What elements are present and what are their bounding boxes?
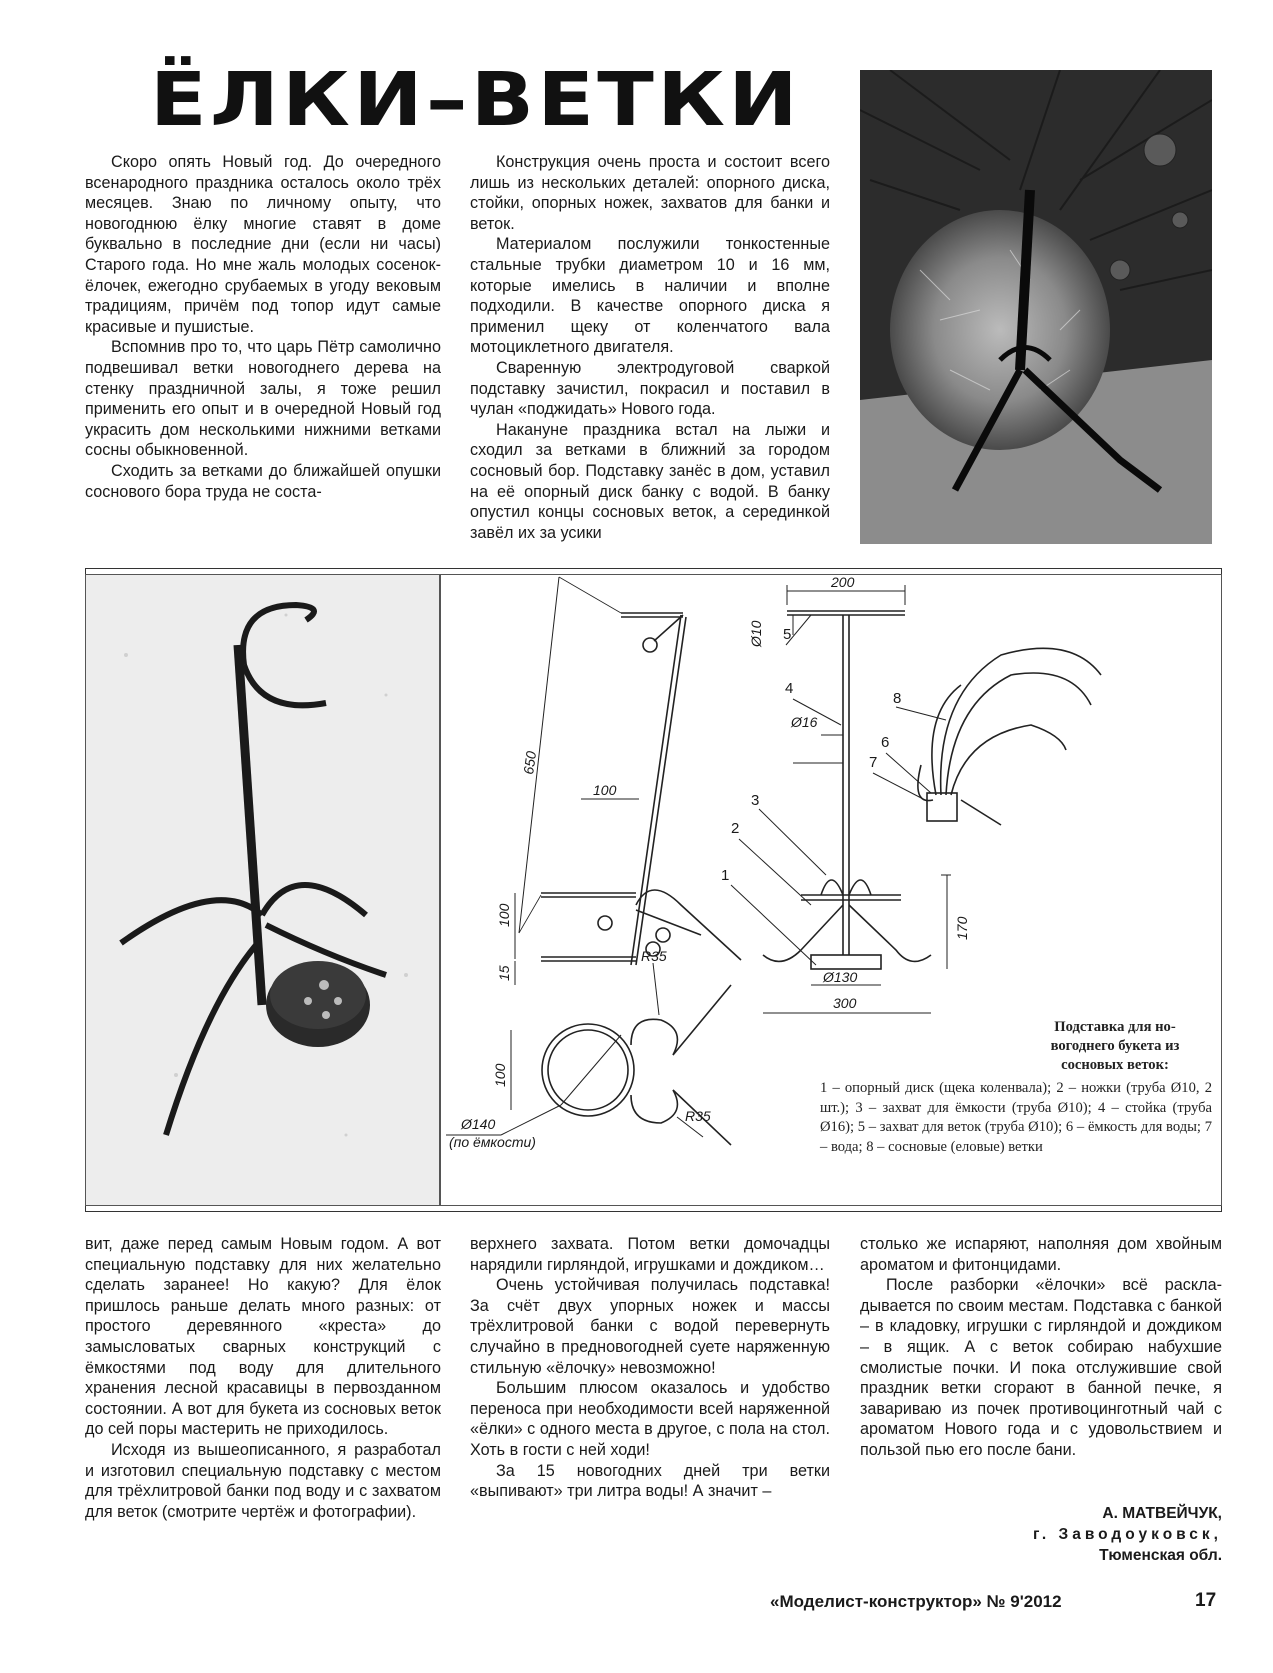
dim-200: 200	[831, 575, 855, 590]
part-number-8: 8	[893, 690, 902, 707]
dim-15: 15	[496, 965, 512, 981]
paragraph: верхнего захвата. Потом ветки домочадцы нарядили гирляндой, игрушками и дождиком…	[470, 1235, 830, 1274]
text-column-top-1	[85, 152, 441, 502]
text-column-bottom-3	[860, 1234, 1222, 1461]
stand-photo	[85, 574, 440, 1206]
paragraph: Скоро опять Новый год. До очередного всенародного праздника осталось около трёх месяцев. Знаю по личному опыту, что новогоднюю ёлку многие ставят в доме буквально в последние дни (если ни часы) Старого года. Но мне жаль молодых сосенок-ёлочек, ежегодно срубаемых в угоду вековым традициям, причём под топор идут самые красивые и пушистые.	[85, 153, 441, 336]
paragraph: После разборки «ёлочки» всё раскладывается по своим местам. Подставка с банкой – в кладовку, игрушки с гирляндой и дождиком – в ящик. А с веток собираю набухшие смолистые почки. И пока отслужившие свой праздник ветки сгорают в банной печке, я завариваю из почек противоцинготный чай с ароматом Нового года и с удовольствием и пользой пью его после бани.	[860, 1276, 1222, 1459]
paragraph: Большим плюсом оказалось и удобство переноса при необходимости всей наряженной «ёлки» с одного места в другое, с пола на стол. Хоть в гости с ней ходи!	[470, 1379, 830, 1459]
part-number-4: 4	[785, 680, 794, 697]
dim-100-top: 100	[492, 1063, 508, 1087]
dim-d140: Ø140	[461, 1116, 496, 1132]
text-column-bottom-1	[85, 1234, 441, 1522]
stand-photo-image	[86, 575, 439, 1205]
journal-footer: «Моделист-конструктор» № 9'2012	[770, 1592, 1062, 1611]
paragraph: Накануне праздника встал на лыжи и сходил за ветками в ближний за городом сосновый бор. Подставку занёс в дом, уставил на её опорный диск банку с водой. В банку опустил концы сосновых веток, а серединкой завёл их за усики	[470, 420, 830, 542]
article-title: ЁЛКИ–ВЕТКИ	[150, 57, 802, 143]
paragraph: столько же испаряют, наполняя дом хвойным ароматом и фитонцидами.	[860, 1235, 1222, 1274]
paragraph: Сходить за ветками до ближайшей опушки соснового бора труда не соста-	[85, 461, 441, 501]
dim-100-leg: 100	[496, 903, 512, 927]
dim-r35-bottom: R35	[685, 1108, 711, 1124]
dim-d140-note: (по ёмкости)	[449, 1134, 536, 1150]
part-number-2: 2	[731, 820, 740, 837]
part-number-6: 6	[881, 734, 890, 751]
paragraph: Очень устойчивая получилась подставка! За счёт двух упорных ножек и массы трёхлитровой банки с водой перевернуть случайно в предновогодней суете наряженную стильную «ёлочку» невозможно!	[470, 1276, 830, 1377]
figure-caption	[820, 1018, 1212, 1157]
caption-text: 1 – опорный диск (щека коленвала); 2 – ножки (труба Ø10, 2 шт.); 3 – захват для ёмкости (труба Ø10); 4 – стойка (труба Ø16); 5 – захват для веток (труба Ø10); 6 – ёмкость для воды; 7 – вода; 8 – сосновые (еловые) ветки	[820, 1080, 1212, 1155]
dim-d16: Ø16	[791, 714, 818, 730]
paragraph: Конструкция очень проста и состоит всего лишь из нескольких деталей: опорного диска, стойки, опорных ножек, захватов для банки и веток.	[470, 153, 830, 233]
author-block	[860, 1503, 1222, 1566]
paragraph: вит, даже перед самым Новым годом. А вот специальную подставку для них желательно сделать заранее! Но какую? Для ёлок пришлось раньше делать много разных: от простого деревянного «креста» до замысловатых сварных конструкций с ёмкостями под воду для длительного хранения лесной красавицы в первозданном состоянии. А вот для букета из сосновых веток до сей поры мастерить не приходилось.	[85, 1235, 441, 1439]
text-column-bottom-2	[470, 1234, 830, 1502]
paragraph: Сваренную электродуговой сваркой подставку зачистил, покрасил и поставил в чулан «поджидать» Нового года.	[470, 358, 830, 419]
author-city: г. Заводоуковск,	[1032, 1526, 1222, 1543]
dim-d10: Ø10	[748, 620, 764, 647]
dim-650: 650	[520, 750, 540, 776]
text-column-top-2	[470, 152, 830, 543]
paragraph: Материалом послужили тонкостенные стальные трубки диаметром 10 и 16 мм, которые имелись в наличии и вполне подходили. В качестве опорного диска я применил щеку от коленчатого вала мотоциклетного двигателя.	[470, 235, 830, 357]
author-region: Тюменская обл.	[1099, 1547, 1222, 1564]
author-name: А. МАТВЕЙЧУК,	[1102, 1505, 1222, 1522]
dim-r35-top: R35	[641, 948, 667, 964]
part-number-7: 7	[869, 754, 878, 771]
dim-100-side: 100	[593, 782, 617, 798]
dim-170: 170	[954, 916, 970, 940]
part-number-1: 1	[721, 867, 730, 884]
paragraph: За 15 новогодних дней три ветки «выпивают» три литра воды! А значит –	[470, 1461, 830, 1501]
paragraph: Вспомнив про то, что царь Пётр самолично подвешивал ветки новогоднего дерева на стенку праздничной залы, я тоже решил применить его опыт и в очередной Новый год украсить дом несколькими нижними ветками сосны обыкновенной.	[85, 338, 441, 460]
page-number: 17	[1195, 1590, 1217, 1611]
dim-d130: Ø130	[823, 969, 858, 985]
tree-photo-image	[860, 70, 1212, 544]
dim-300: 300	[833, 995, 857, 1011]
paragraph: Исходя из вышеописанного, я разработал и изготовил специальную подставку с местом для трёхлитровой банки под воду и с захватом для веток (смотрите чертёж и фотографии).	[85, 1440, 441, 1521]
caption-title: Подставка для новогоднего букета из сосновых веток:	[1050, 1019, 1180, 1073]
tree-photo	[860, 70, 1212, 544]
part-number-3: 3	[751, 792, 760, 809]
part-number-5: 5	[783, 626, 792, 643]
